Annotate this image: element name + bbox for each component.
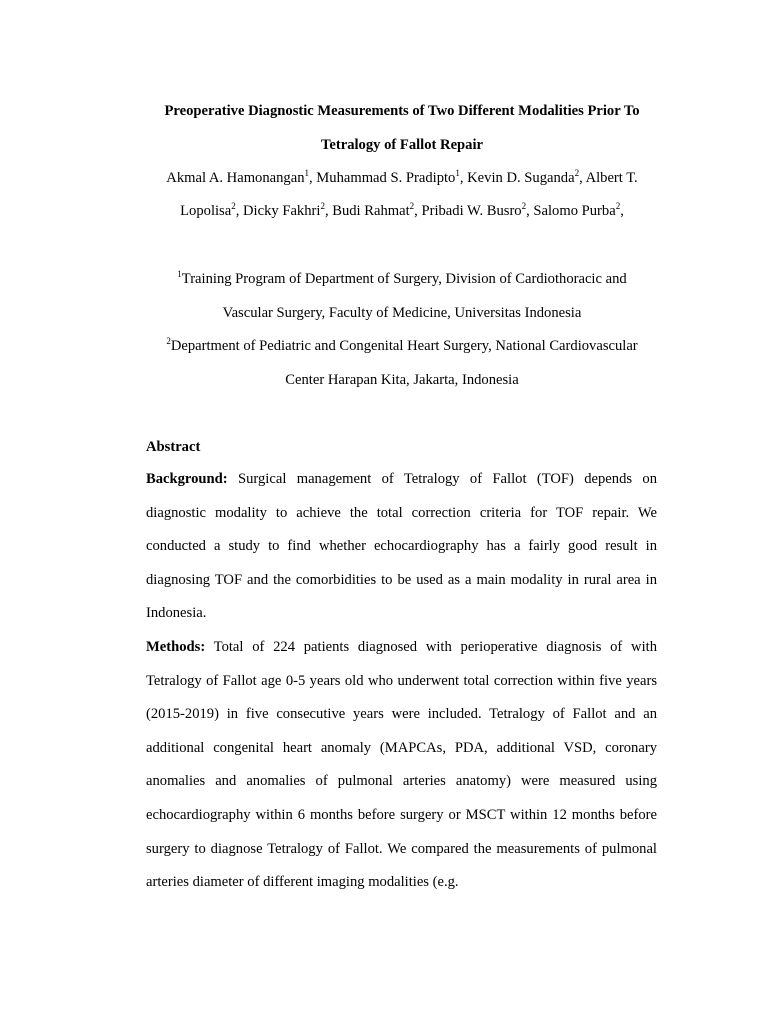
author-affiliation-marker: 1	[455, 168, 460, 178]
author-name: Akmal A. Hamonangan	[166, 170, 305, 186]
author-name: Pribadi W. Busro	[421, 203, 522, 219]
affiliation-1-line-2: Vascular Surgery, Faculty of Medicine, Universitas Indonesia	[222, 305, 582, 321]
affiliation-2-line-2: Center Harapan Kita, Jakarta, Indonesia	[285, 372, 519, 388]
author-affiliation-marker: 1	[304, 168, 309, 178]
methods-text: Total of 224 patients diagnosed with perioperative diagnosis of with Tetralogy of Fallot age 0-5 years old who underwent total correction within five years (2015-2019) in five consecutive years were included. Tetralogy of Fallot and an additional congenital heart anomaly (MAPCAs, PDA, additional VSD, coronary anomalies and anomalies of pulmonal arteries anatomy) were measured using echocardiography within 6 months before surgery or MSCT within 12 months before surgery to diagnose Tetralogy of Fallot. We compared the measurements of pulmonal arteries diameter of different imaging modalities (e.g.	[146, 639, 657, 891]
affiliation-1-line-1	[120, 269, 684, 287]
author-name: Dicky Fakhri	[243, 203, 321, 219]
author-name: Salomo Purba	[533, 203, 616, 219]
background-paragraph	[146, 463, 657, 631]
paper-title-line-2: Tetralogy of Fallot Repair	[321, 137, 483, 153]
author-affiliation-marker: 2	[574, 168, 580, 178]
methods-paragraph	[146, 631, 657, 900]
author-name: Kevin D. Suganda	[467, 170, 575, 186]
methods-label: Methods:	[146, 639, 206, 655]
author-line-2: Lopolisa$^2$, Dicky Fakhri$^2$, Budi Rahmat$^2$, Pribadi W. Busro$^2$, Salomo Purba$^2$,	[180, 201, 624, 219]
author-name: Budi Rahmat	[332, 203, 410, 219]
author-affiliation-marker: 2	[320, 201, 325, 211]
author-name: Albert T.	[585, 170, 638, 186]
paper-title-line-1: Preoperative Diagnostic Measurements of Two Different Modalities Prior To	[164, 103, 640, 119]
abstract-heading: Abstract	[146, 439, 201, 455]
author-name: Muhammad S. Pradipto	[316, 170, 456, 186]
affiliation-1-marker: 1	[177, 269, 182, 279]
background-label: Background:	[146, 471, 228, 487]
author-affiliation-marker: 2	[615, 201, 621, 211]
author-name: Lopolisa	[180, 203, 232, 219]
background-text: Surgical management of Tetralogy of Fallot (TOF) depends on diagnostic modality to achieve the total correction criteria for TOF repair. We conducted a study to find whether echocardiography has a fairly good result in diagnosing TOF and the comorbidities to be used as a main modality in rural area in Indonesia.	[146, 471, 657, 622]
affiliation-2-marker: 2	[166, 336, 171, 346]
author-line-1: Akmal A. Hamonangan$^1$, Muhammad S. Pradipto$^1$, Kevin D. Suganda$^2$, Albert T.	[166, 168, 638, 186]
author-affiliation-marker: 2	[231, 201, 236, 211]
author-affiliation-marker: 2	[409, 201, 415, 211]
affiliation-1-text-1: Training Program of Department of Surgery, Division of Cardiothoracic and	[181, 271, 627, 287]
author-affiliation-marker: 2	[521, 201, 527, 211]
affiliation-2-text-1: Department of Pediatric and Congenital Heart Surgery, National Cardiovascular	[170, 338, 638, 354]
affiliation-2-line-1	[120, 336, 684, 354]
